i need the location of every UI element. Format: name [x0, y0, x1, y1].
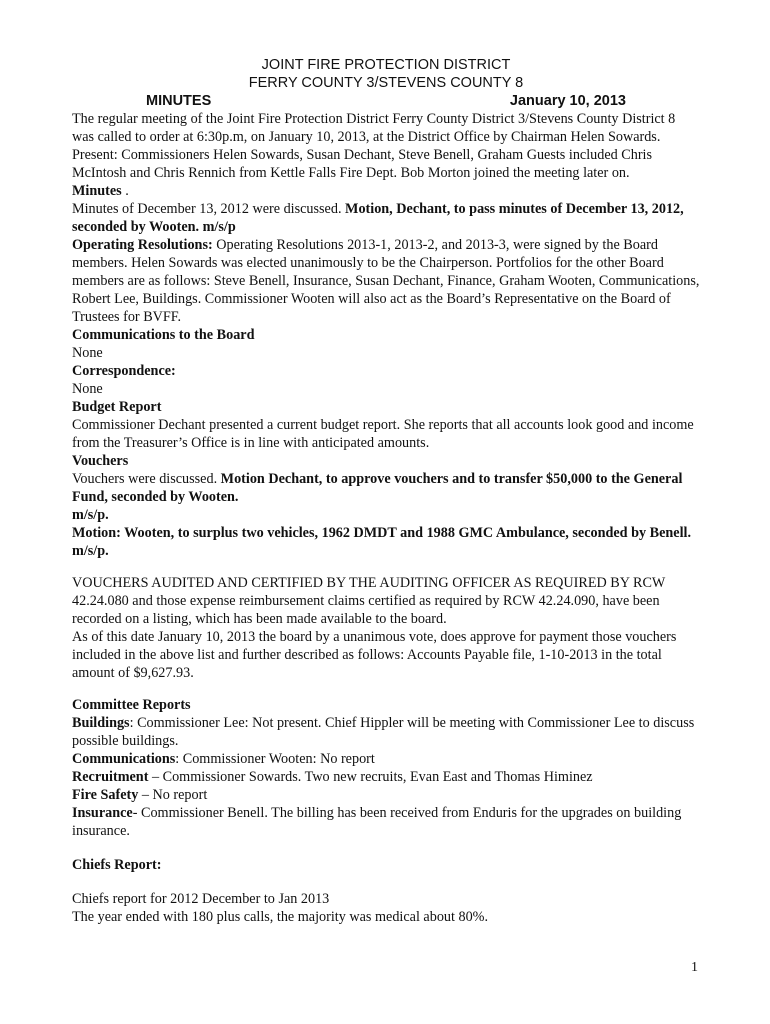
vouchers-msp: m/s/p. [72, 507, 109, 523]
fire-safety-text: – No report [138, 787, 208, 803]
recruitment-text: – Commissioner Sowards. Two new recruits, Evan East and Thomas Himinez [148, 769, 593, 785]
buildings-text: : Commissioner Lee: Not present. Chief Hippler will be meeting with Commissioner Lee to discuss possible buildings. [72, 715, 695, 749]
budget-text: Commissioner Dechant presented a current budget report. She reports that all accounts look good and income from the Treasurer’s Office is in line with anticipated amounts. [72, 417, 694, 451]
vouchers-heading: Vouchers [72, 453, 129, 469]
chiefs-heading: Chiefs Report: [72, 857, 162, 873]
header-line-2: FERRY COUNTY 3/STEVENS COUNTY 8 [248, 75, 524, 91]
minutes-heading-suffix: . [121, 183, 129, 199]
spacer [72, 560, 700, 574]
budget-heading: Budget Report [72, 399, 162, 415]
recruitment-label: Recruitment [72, 769, 149, 785]
spacer [72, 874, 700, 890]
correspondence-heading: Correspondence: [72, 363, 176, 379]
vouchers-paragraph [72, 470, 700, 506]
document-page [72, 56, 700, 926]
spacer [72, 682, 700, 696]
operating-paragraph [72, 236, 700, 326]
communications-report: : Commissioner Wooten: No report [175, 751, 375, 767]
spacer [72, 840, 700, 856]
correspondence-text: None [72, 381, 103, 397]
audit-paragraph-2: As of this date January 10, 2013 the board by a unanimous vote, does approve for payment those vouchers included in the above list and further described as follows: Accounts Payable file, 1-10-2013 in the total amount of $9,627.93. [72, 629, 677, 681]
buildings-label: Buildings [72, 715, 130, 731]
operating-text: Operating Resolutions 2013-1, 2013-2, and 2013-3, were signed by the Board members. Helen Sowards was elected unanimously to be the Chairperson. Portfolios for the other Board members are as follows: Steve Benell, Insurance, Susan Dechant, Finance, Graham Wooten, Communications, Robert Lee, Buildings. Commissioner Wooten will also act as the Board’s Representative on the Board of Trustees for BVFF. [72, 237, 700, 325]
minutes-header-row [72, 92, 700, 110]
fire-safety-label: Fire Safety [72, 787, 139, 803]
vouchers-text: Vouchers were discussed. [72, 471, 221, 487]
insurance-text: - Commissioner Benell. The billing has been received from Enduris for the upgrades on building insurance. [72, 805, 682, 839]
committee-buildings [72, 714, 700, 750]
committee-heading: Committee Reports [72, 697, 191, 713]
chiefs-line-2: The year ended with 180 plus calls, the majority was medical about 80%. [72, 909, 489, 925]
minutes-text: Minutes of December 13, 2012 were discussed. [72, 201, 346, 217]
minutes-label: MINUTES [146, 93, 212, 109]
meeting-date: January 10, 2013 [509, 93, 626, 109]
vouchers-motion: Motion Dechant, to approve vouchers and to transfer $50,000 to the General Fund, seconded by Wooten. [72, 471, 683, 505]
insurance-label: Insurance [72, 805, 133, 821]
communications-heading: Communications to the Board [72, 327, 255, 343]
committee-fire-safety [72, 786, 700, 804]
minutes-paragraph [72, 200, 700, 236]
minutes-heading-line [72, 182, 700, 200]
committee-communications [72, 750, 700, 768]
surplus-motion: Motion: Wooten, to surplus two vehicles, 1962 DMDT and 1988 GMC Ambulance, seconded by Benell. m/s/p. [72, 525, 692, 559]
chiefs-line-1: Chiefs report for 2012 December to Jan 2013 [72, 891, 330, 907]
communications-label: Communications [72, 751, 176, 767]
page-number: 1 [691, 960, 698, 975]
audit-paragraph-1: VOUCHERS AUDITED AND CERTIFIED BY THE AUDITING OFFICER AS REQUIRED BY RCW 42.24.080 and those expense reimbursement claims certified as required by RCW 42.24.090, have been recorded on a listing, which has been made available to the board. [72, 575, 666, 627]
header-line-1: JOINT FIRE PROTECTION DISTRICT [261, 57, 511, 73]
minutes-heading: Minutes [72, 183, 122, 199]
intro-paragraph: The regular meeting of the Joint Fire Protection District Ferry County District 3/Stevens County District 8 was called to order at 6:30p.m, on January 10, 2013, at the District Office by Chairman Helen Sowards. Present: Commissioners Helen Sowards, Susan Dechant, Steve Benell, Graham Guests included Chris McIntosh and Chris Rennich from Kettle Falls Fire Dept. Bob Morton joined the meeting later on. [72, 111, 676, 181]
operating-heading: Operating Resolutions: [72, 237, 213, 253]
committee-recruitment [72, 768, 700, 786]
committee-insurance [72, 804, 700, 840]
communications-text: None [72, 345, 103, 361]
minutes-motion: Motion, Dechant, to pass minutes of December 13, 2012, seconded by Wooten. m/s/p [72, 201, 684, 235]
